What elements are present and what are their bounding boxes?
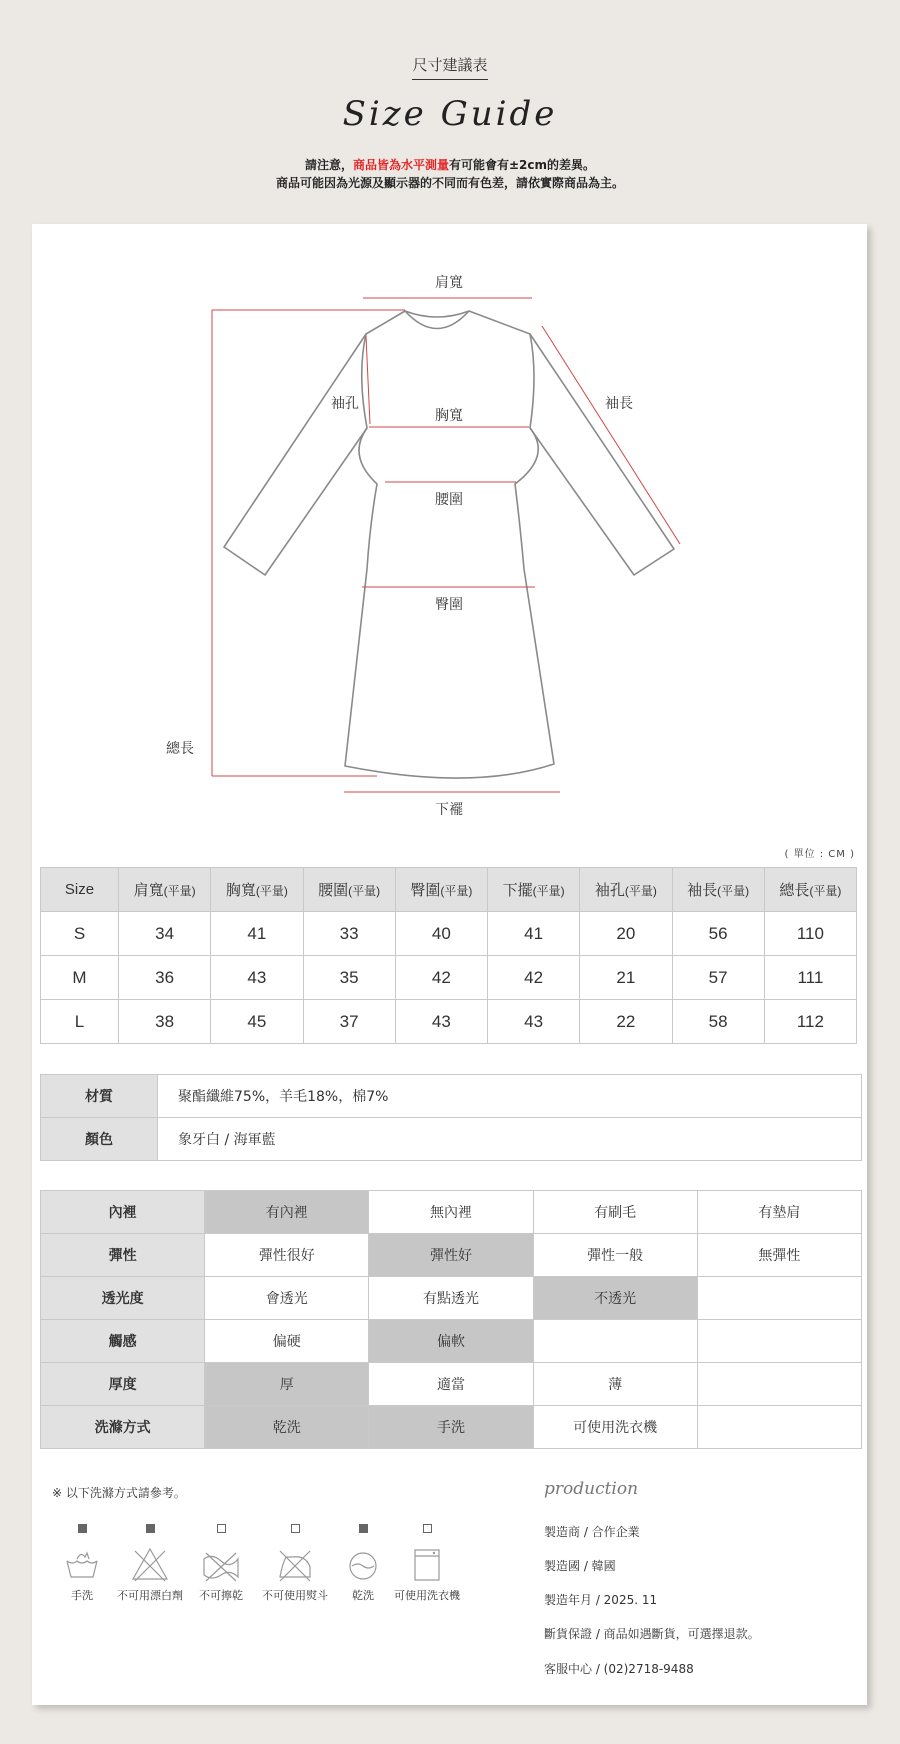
label-sleeve: 袖長 [605,396,633,412]
attribute-option: 彈性很好 [205,1234,369,1277]
table-row [41,1234,862,1277]
attribute-option [697,1277,861,1320]
attribute-option: 不透光 [533,1277,697,1320]
size-cell: 56 [672,912,764,956]
washing-label: 乾洗 [352,1589,374,1602]
washing-item [47,1524,117,1603]
size-cell: 45 [211,1000,303,1044]
garment-diagram [32,224,867,844]
table-row [41,912,857,956]
attribute-option: 乾洗 [205,1406,369,1449]
size-cell: 43 [211,956,303,1000]
material-value: 聚酯纖維75%，羊毛18%，棉7% [158,1075,862,1118]
attribute-label: 彈性 [41,1234,205,1277]
washing-label: 不可使用熨斗 [262,1589,328,1602]
attribute-option: 有內裡 [205,1191,369,1234]
size-cell: 37 [303,1000,395,1044]
attribute-option: 有刷毛 [533,1191,697,1234]
size-cell: 41 [211,912,303,956]
size-cell: 43 [488,1000,580,1044]
no-iron-icon [276,1547,314,1583]
washing-item [328,1524,398,1603]
table-row [41,1118,862,1161]
notice-highlight: 商品皆為水平測量 [352,158,449,172]
attribute-label: 厚度 [41,1363,205,1406]
table-row [41,1277,862,1320]
dress-illustration [32,224,867,844]
size-cell: 57 [672,956,764,1000]
col-header: 肩寬(平量) [119,868,211,912]
size-cell: 110 [764,912,856,956]
size-cell: 41 [488,912,580,956]
production-line: 製造國 / 韓國 [544,1559,616,1573]
label-hem: 下襬 [435,802,463,818]
label-hip: 臀圍 [435,597,463,613]
attribute-option: 手洗 [369,1406,533,1449]
washing-machine-icon [408,1547,446,1583]
washing-label: 不可擰乾 [199,1589,243,1602]
attribute-option: 無彈性 [697,1234,861,1277]
col-header: 腰圍(平量) [303,868,395,912]
size-cell: 42 [395,956,487,1000]
production-line: 製造商 / 合作企業 [544,1525,640,1539]
attribute-label: 透光度 [41,1277,205,1320]
attribute-table [40,1190,862,1449]
washing-checkbox [423,1524,432,1533]
size-cell: 58 [672,1000,764,1044]
attribute-option: 適當 [369,1363,533,1406]
label-chest: 胸寬 [435,408,463,424]
table-row [41,1191,862,1234]
col-header: 總長(平量) [764,868,856,912]
size-cell: M [41,956,119,1000]
attribute-option: 厚 [205,1363,369,1406]
production-line: 客服中心 / (02)2718-9488 [544,1662,694,1676]
label-armhole: 袖孔 [331,396,359,412]
col-header: Size [41,868,119,912]
attribute-option: 可使用洗衣機 [533,1406,697,1449]
attribute-option: 彈性一般 [533,1234,697,1277]
washing-item [186,1524,256,1603]
washing-checkbox [146,1524,155,1533]
hand-wash-icon [63,1547,101,1583]
table-row [41,1320,862,1363]
label-shoulder: 肩寬 [435,275,463,291]
size-table-header [41,868,857,912]
table-row [41,956,857,1000]
size-cell: 33 [303,912,395,956]
size-cell: 42 [488,956,580,1000]
production-line: 斷貨保證 / 商品如遇斷貨，可選擇退款。 [544,1627,760,1641]
washing-checkbox [78,1524,87,1533]
washing-label: 手洗 [71,1589,93,1602]
no-wring-icon [202,1547,240,1583]
washing-item [260,1524,330,1603]
washing-label: 不可用漂白劑 [117,1589,183,1602]
attribute-option: 彈性好 [369,1234,533,1277]
size-chart-label: 尺寸建議表 [0,54,900,80]
attribute-option: 會透光 [205,1277,369,1320]
washing-note: ※ 以下洗滌方式請參考。 [52,1486,186,1500]
no-bleach-icon [131,1547,169,1583]
size-cell: 111 [764,956,856,1000]
col-header: 袖孔(平量) [580,868,672,912]
washing-checkbox [217,1524,226,1533]
size-cell: 36 [119,956,211,1000]
attribute-label: 內裡 [41,1191,205,1234]
attribute-option [697,1320,861,1363]
table-row [41,1000,857,1044]
size-cell: S [41,912,119,956]
table-row [41,1363,862,1406]
washing-label: 可使用洗衣機 [394,1589,460,1602]
color-value: 象牙白 / 海軍藍 [158,1118,862,1161]
production-title: production [544,1479,639,1499]
material-table [40,1074,862,1161]
washing-checkbox [291,1524,300,1533]
table-row [41,1075,862,1118]
col-header: 胸寬(平量) [211,868,303,912]
size-cell: L [41,1000,119,1044]
size-cell: 35 [303,956,395,1000]
attribute-option: 無內裡 [369,1191,533,1234]
label-length: 總長 [166,741,194,757]
col-header: 下擺(平量) [488,868,580,912]
size-cell: 21 [580,956,672,1000]
size-table [40,867,857,1044]
washing-item [115,1524,185,1603]
attribute-label: 觸感 [41,1320,205,1363]
label-waist: 腰圍 [435,492,463,508]
size-cell: 40 [395,912,487,956]
size-cell: 34 [119,912,211,956]
size-guide-card [32,224,867,1705]
attribute-option: 薄 [533,1363,697,1406]
attribute-label: 洗滌方式 [41,1406,205,1449]
page-title: Size Guide [342,94,558,134]
measurement-notice: 請注意，商品皆為水平測量有可能會有±2cm的差異。 商品可能因為光源及顯示器的不同而有色差，請依實際商品為主。 [275,158,624,190]
attribute-option: 有點透光 [369,1277,533,1320]
dry-clean-icon [344,1547,382,1583]
production-line: 製造年月 / 2025. 11 [544,1593,658,1607]
attribute-option [533,1320,697,1363]
attribute-option: 偏硬 [205,1320,369,1363]
color-label: 顏色 [41,1118,158,1161]
size-cell: 112 [764,1000,856,1044]
col-header: 臀圍(平量) [395,868,487,912]
material-label: 材質 [41,1075,158,1118]
unit-label: ( 單位 : CM ) [784,849,855,860]
size-cell: 22 [580,1000,672,1044]
table-row [41,1406,862,1449]
col-header: 袖長(平量) [672,868,764,912]
washing-item [392,1524,462,1603]
size-cell: 38 [119,1000,211,1044]
attribute-option: 偏軟 [369,1320,533,1363]
attribute-option [697,1406,861,1449]
size-cell: 20 [580,912,672,956]
attribute-option [697,1363,861,1406]
washing-checkbox [359,1524,368,1533]
size-cell: 43 [395,1000,487,1044]
attribute-option: 有墊肩 [697,1191,861,1234]
